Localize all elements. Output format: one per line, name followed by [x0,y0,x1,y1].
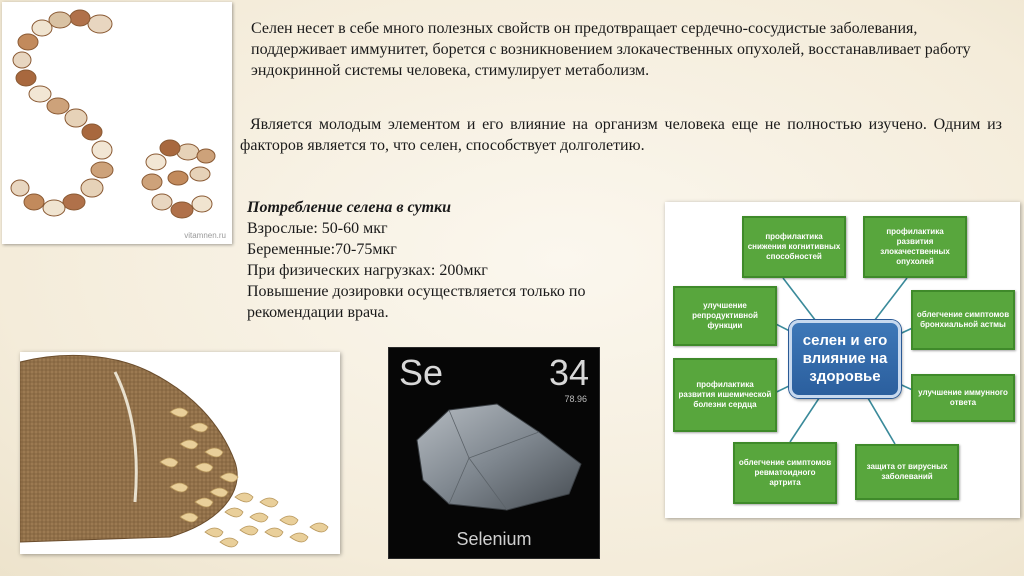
cashew-sack-photo [20,352,340,554]
element-name: Selenium [456,529,532,549]
paragraph-longevity: Является молодым элементом и его влияние на организм человека еще не полностью изучено. Одним из факторов является то, что селен, способствует долголетию. [240,116,1002,154]
diagram-center-node: селен и его влияние на здоровье [789,320,901,398]
nuts-letter-s-illustration [2,2,232,244]
diagram-node-arthritis: облегчение симптомов ревматоидного артрита [733,442,837,504]
diagram-node-cognitive: профилактика снижения когнитивных способностей [742,216,846,278]
watermark-text: vitamnen.ru [184,231,226,240]
cashew-sack-illustration [20,352,340,554]
diagram-node-immune: улучшение иммунного ответа [911,374,1015,422]
dosage-title: Потребление селена в сутки [247,199,452,216]
diagram-node-reproductive: улучшение репродуктивной функции [673,286,777,346]
dosage-block [247,197,667,323]
element-mass: 78.96 [564,394,587,404]
dosage-pregnant: Беременные:70-75мкг [247,241,397,258]
element-number: 34 [548,352,589,393]
diagram-node-asthma: облегчение симптомов бронхиальной астмы [911,290,1015,350]
diagram-node-heart: профилактика развития ишемической болезни сердца [673,358,777,432]
selenium-rock-illustration [389,348,600,559]
element-symbol: Se [399,352,444,393]
diagram-node-viral: защита от вирусных заболеваний [855,444,959,500]
diagram-node-oncology: профилактика развития злокачественных опухолей [863,216,967,278]
selenium-health-diagram [665,202,1020,518]
dosage-physical: При физических нагрузках: 200мкг [247,262,488,279]
selenium-element-tile [388,347,600,559]
nuts-letter-s-photo [2,2,232,244]
paragraph-benefits: Селен несет в себе много полезных свойств он предотвращает сердечно-сосудистые заболевания, поддерживает иммунитет, борется с возникновением злокачественных опухолей, восстанавливает работу эндокринной системы человека, стимулирует метаболизм. [251,20,971,79]
dosage-note: Повышение дозировки осуществляется только по рекомендации врача. [247,283,586,321]
dosage-adults: Взрослые: 50-60 мкг [247,220,388,237]
